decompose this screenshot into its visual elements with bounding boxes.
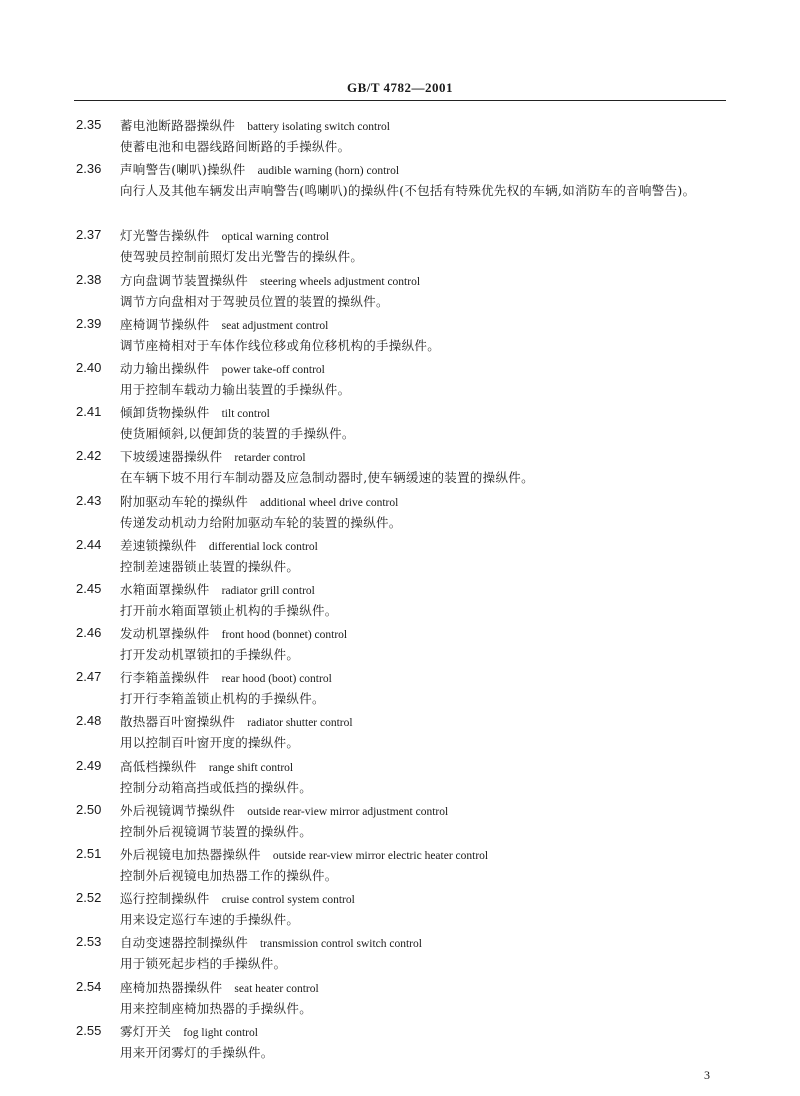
clause-term-line [120,887,355,911]
term-english: steering wheels adjustment control [260,275,421,288]
term-english: cruise control system control [221,894,355,907]
clause-term-line [120,843,488,867]
clause-number: 2.55 [76,1022,102,1038]
clause-entry [0,224,800,268]
clause-entry [0,313,800,357]
clause-term-line [120,313,328,337]
clause-number: 2.38 [76,271,102,287]
term-chinese: 自动变速器控制操纵件 [120,935,249,951]
clause-definition: 在车辆下坡不用行车制动器及应急制动器时,使车辆缓速的装置的操纵件。 [120,470,534,486]
term-chinese: 蓄电池断路器操纵件 [120,118,236,133]
clause-term-line [120,1020,258,1044]
clause-entry [0,622,800,666]
clause-entry [0,843,800,887]
clause-number: 2.49 [76,757,102,773]
clause-entry [0,578,800,622]
clause-term-line [120,401,270,425]
clause-number: 2.39 [76,315,102,331]
clause-number: 2.36 [76,161,102,177]
term-chinese: 巡行控制操纵件 [120,891,210,907]
term-english: range shift control [208,761,294,774]
clause-number: 2.54 [76,978,102,994]
clause-term-line [120,710,353,734]
term-chinese: 雾灯开关 [120,1023,172,1039]
clause-term-line [120,158,399,182]
clause-number: 2.35 [76,117,102,132]
term-english: seat heater control [234,982,319,995]
clause-definition: 控制差速器锁止装置的操纵件。 [120,558,300,574]
clause-definition: 用来设定巡行车速的手操纵件。 [120,912,300,928]
clause-entry [0,799,800,843]
clause-entry [0,666,800,710]
clause-term-line [120,622,347,646]
term-chinese: 座椅调节操纵件 [120,316,210,332]
clause-definition: 打开前水箱面罩锁止机构的手操纵件。 [120,602,338,618]
clause-entry [0,114,800,158]
clause-term-line [120,224,329,248]
term-english: rear hood (boot) control [221,673,332,686]
term-english: additional wheel drive control [260,496,399,509]
clause-term-line [120,534,318,558]
clause-entry [0,887,800,931]
term-chinese: 倾卸货物操纵件 [120,405,210,421]
clause-entry [0,1020,800,1064]
clause-definition: 打开行李箱盖锁止机构的手操纵件。 [120,691,325,707]
clause-definition: 打开发动机罩锁扣的手操纵件。 [120,647,300,663]
term-english: differential lock control [208,540,318,553]
clause-entry [0,976,800,1020]
clause-term-line [120,578,315,602]
term-chinese: 高低档操纵件 [120,758,197,774]
clause-number: 2.46 [76,625,102,641]
clause-term-line [120,755,293,779]
term-english: outside rear-view mirror electric heater control [272,850,489,862]
clause-definition: 控制分动箱高挡或低挡的操纵件。 [120,779,313,795]
clause-term-line [120,269,420,293]
term-chinese: 灯光警告操纵件 [120,228,210,244]
clause-entry [0,931,800,975]
clause-number: 2.43 [76,492,102,508]
term-chinese: 外后视镜电加热器操纵件 [120,847,261,862]
term-english: transmission control switch control [260,938,422,951]
clause-definition: 调节方向盘相对于驾驶员位置的装置的操纵件。 [120,293,389,309]
clause-term-line [120,357,325,381]
clause-number: 2.50 [76,801,102,817]
term-chinese: 外后视镜调节操纵件 [120,802,236,818]
term-english: optical warning control [221,231,329,244]
header-rule [74,100,726,101]
clause-number: 2.48 [76,713,102,729]
term-chinese: 附加驱动车轮的操纵件 [120,493,249,509]
term-chinese: 座椅加热器操纵件 [120,979,223,995]
clause-term-line [120,976,319,1000]
clause-definition: 使蓄电池和电器线路间断路的手操纵件。 [120,139,351,154]
clause-term-line [120,931,422,955]
clause-definition: 控制外后视镜调节装置的操纵件。 [120,823,313,839]
clause-term-line [120,114,390,138]
clause-entry [0,401,800,445]
clause-definition: 传递发动机动力给附加驱动车轮的装置的操纵件。 [120,514,402,530]
clause-definition: 用来控制座椅加热器的手操纵件。 [120,1000,313,1016]
clause-entry [0,445,800,489]
clause-number: 2.41 [76,404,102,420]
clause-number: 2.37 [76,227,102,243]
term-chinese: 散热器百叶窗操纵件 [120,714,236,730]
clause-entry [0,357,800,401]
clause-term-line [120,666,332,690]
clause-definition: 向行人及其他车辆发出声响警告(鸣喇叭)的操纵件(不包括有特殊优先权的车辆,如消防车的音响警告)。 [120,183,696,199]
clause-number: 2.42 [76,448,102,464]
clause-number: 2.53 [76,934,102,950]
clause-number: 2.51 [76,846,102,861]
clause-number: 2.47 [76,669,102,685]
term-english: battery isolating switch control [247,121,390,133]
term-english: radiator grill control [221,584,315,597]
clause-number: 2.45 [76,580,102,596]
term-english: fog light control [183,1026,258,1039]
clause-entry [0,269,800,313]
term-english: power take-off control [221,363,325,376]
clause-definition: 用来开闭雾灯的手操纵件。 [120,1044,274,1060]
term-chinese: 声响警告(喇叭)操纵件 [120,162,246,178]
term-english: retarder control [234,452,306,465]
clause-definition: 用于控制车载动力输出装置的手操纵件。 [120,381,351,397]
clause-entry [0,755,800,799]
term-chinese: 水箱面罩操纵件 [120,581,210,597]
clause-definition: 控制外后视镜电加热器工作的操纵件。 [120,868,338,883]
term-chinese: 下坡缓速器操纵件 [120,449,223,465]
clause-number: 2.44 [76,536,102,552]
clause-entry [0,534,800,578]
clause-definition: 使驾驶员控制前照灯发出光警告的操纵件。 [120,249,364,265]
term-english: tilt control [221,408,270,421]
clause-term-line [120,490,398,514]
clause-definition: 用于锁死起步档的手操纵件。 [120,956,287,972]
term-chinese: 行李箱盖操纵件 [120,670,210,686]
term-chinese: 动力输出操纵件 [120,360,210,376]
term-english: outside rear-view mirror adjustment control [247,805,449,818]
term-english: radiator shutter control [247,717,353,730]
term-chinese: 方向盘调节装置操纵件 [120,272,249,288]
clause-entry [0,710,800,754]
clause-entry [0,158,800,224]
term-english: audible warning (horn) control [257,165,400,178]
term-english: front hood (bonnet) control [221,629,348,642]
clause-list [0,114,800,1064]
standard-code-header: GB/T 4782—2001 [346,80,454,95]
clause-term-line [120,445,306,469]
clause-number: 2.40 [76,359,102,375]
clause-number: 2.52 [76,890,102,906]
term-english: seat adjustment control [221,319,329,332]
clause-entry [0,490,800,534]
clause-definition: 用以控制百叶窗开度的操纵件。 [120,735,300,751]
term-chinese: 发动机罩操纵件 [120,626,210,642]
clause-definition: 调节座椅相对于车体作线位移或角位移机构的手操纵件。 [120,337,441,353]
clause-term-line [120,799,448,823]
page-number: 3 [704,1068,710,1082]
term-chinese: 差速锁操纵件 [120,537,197,553]
clause-definition: 使货厢倾斜,以便卸货的装置的手操纵件。 [120,426,355,442]
